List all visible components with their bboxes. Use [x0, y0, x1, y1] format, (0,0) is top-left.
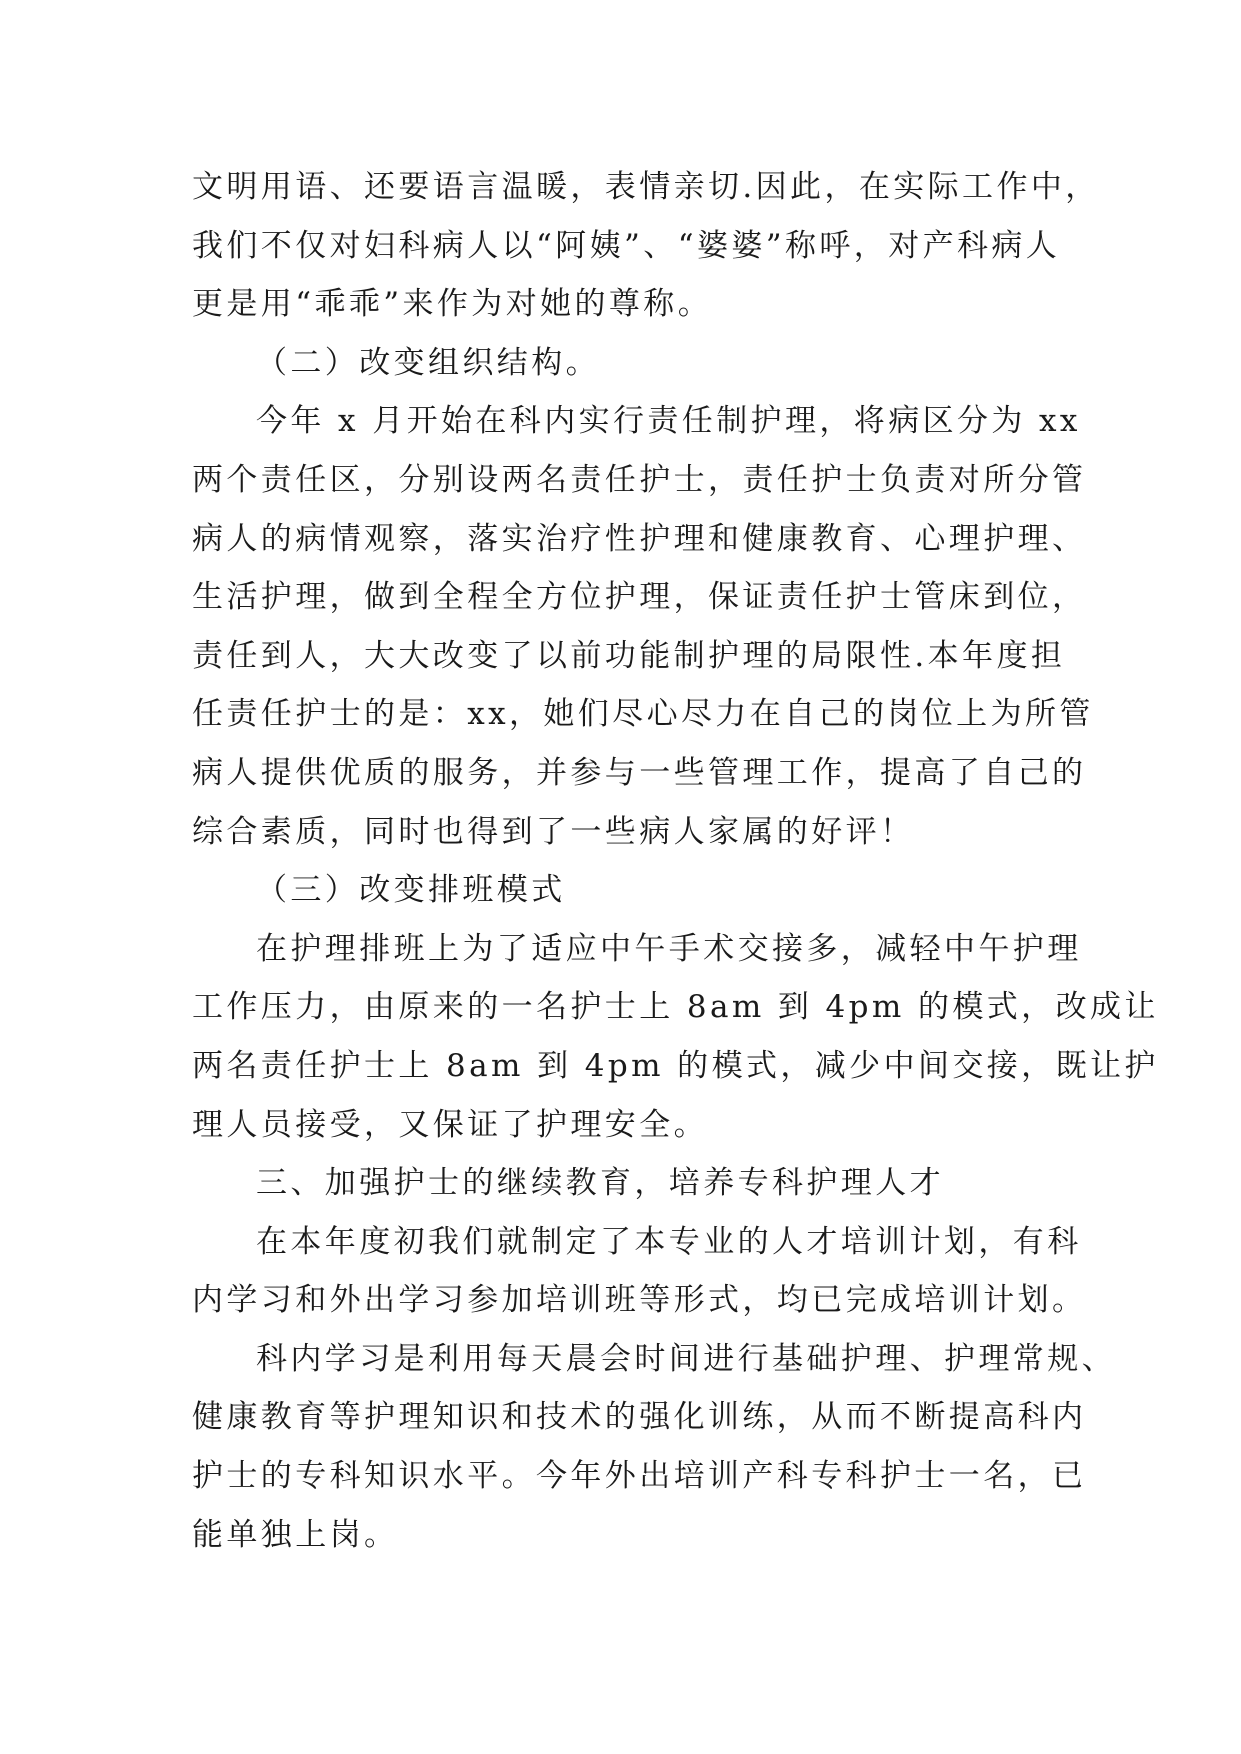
text-line: 科内学习是利用每天晨会时间进行基础护理、护理常规、	[256, 1340, 1116, 1377]
text-line: 任责任护士的是：xx，她们尽心尽力在自己的岗位上为所管	[192, 696, 1094, 733]
text-line: 健康教育等护理知识和技术的强化训练，从而不断提高科内	[192, 1399, 1087, 1436]
text-line: 在护理排班上为了适应中午手术交接多，减轻中午护理	[256, 930, 1082, 967]
document-body	[192, 158, 1159, 1564]
text-line: （二）改变组织结构。	[256, 344, 600, 381]
text-line: 病人的病情观察，落实治疗性护理和健康教育、心理护理、	[192, 520, 1087, 557]
text-line: 两名责任护士上 8am 到 4pm 的模式，减少中间交接，既让护	[192, 1047, 1159, 1084]
text-line: 生活护理，做到全程全方位护理，保证责任护士管床到位，	[192, 579, 1087, 616]
text-line: 病人提供优质的服务，并参与一些管理工作，提高了自己的	[192, 754, 1087, 791]
text-line: 三、加强护士的继续教育，培养专科护理人才	[256, 1165, 944, 1202]
text-line: 两个责任区，分别设两名责任护士，责任护士负责对所分管	[192, 461, 1087, 498]
text-line: 工作压力，由原来的一名护士上 8am 到 4pm 的模式，改成让	[192, 989, 1159, 1026]
text-line: （三）改变排班模式	[256, 872, 566, 909]
text-line: 综合素质，同时也得到了一些病人家属的好评！	[192, 813, 915, 850]
text-line: 理人员接受，又保证了护理安全。	[192, 1106, 708, 1143]
text-line: 责任到人，大大改变了以前功能制护理的局限性.本年度担	[192, 637, 1066, 674]
text-line: 在本年度初我们就制定了本专业的人才培训计划，有科	[256, 1223, 1082, 1260]
text-line: 内学习和外出学习参加培训班等形式，均已完成培训计划。	[192, 1282, 1087, 1319]
text-line: 护士的专科知识水平。今年外出培训产科专科护士一名，已	[192, 1458, 1087, 1495]
text-line: 能单独上岗。	[192, 1516, 399, 1553]
text-line: 我们不仅对妇科病人以“阿姨”、“婆婆”称呼，对产科病人	[192, 227, 1061, 264]
text-line: 更是用“乖乖”来作为对她的尊称。	[192, 286, 713, 323]
text-line: 文明用语、还要语言温暖，表情亲切.因此，在实际工作中，	[192, 169, 1100, 205]
text-line: 今年 x 月开始在科内实行责任制护理，将病区分为 xx	[256, 403, 1081, 440]
